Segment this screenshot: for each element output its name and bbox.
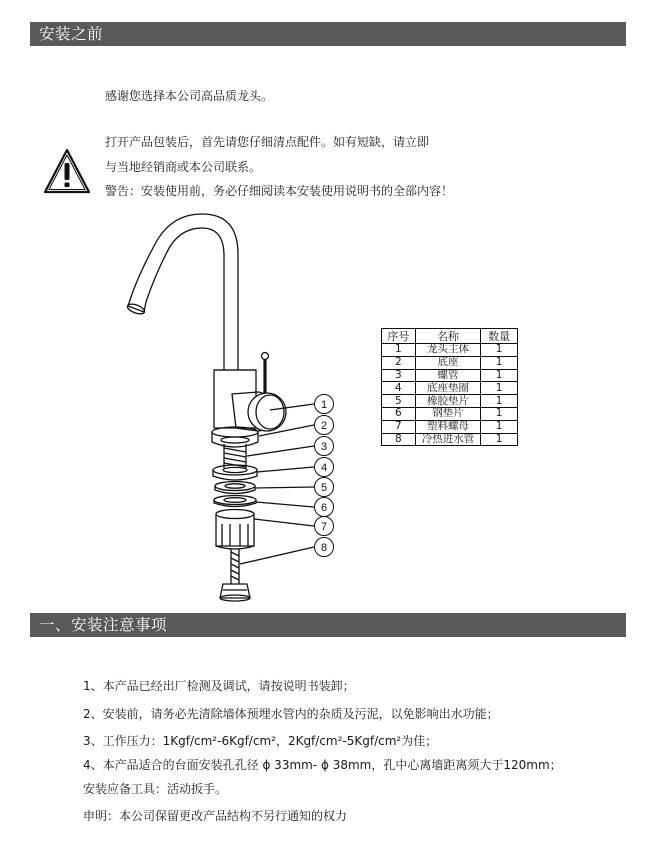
cell-no: 2 bbox=[382, 356, 416, 369]
callout-label: 1 bbox=[320, 399, 328, 411]
cell-qty: 1 bbox=[481, 369, 518, 382]
table-row bbox=[382, 433, 518, 446]
parts-table bbox=[381, 328, 518, 446]
statement: 申明：本公司保留更改产品结构不另行通知的权力 bbox=[83, 809, 348, 823]
section-title: 一、安装注意事项 bbox=[39, 616, 168, 634]
table-row bbox=[382, 395, 518, 408]
column-header-name: 名称 bbox=[415, 329, 480, 344]
table-row bbox=[382, 356, 518, 369]
required-tools: 安装应备工具：活动扳手。 bbox=[83, 782, 228, 796]
cell-qty: 1 bbox=[481, 420, 518, 433]
cell-name: 钢垫片 bbox=[415, 407, 480, 420]
cell-qty: 1 bbox=[481, 433, 518, 446]
callout-label: 8 bbox=[320, 542, 328, 554]
table-row bbox=[382, 344, 518, 357]
cell-no: 5 bbox=[382, 395, 416, 408]
callout-label: 3 bbox=[320, 441, 328, 453]
table-row bbox=[382, 369, 518, 382]
cell-name: 龙头主体 bbox=[415, 344, 480, 357]
cell-name: 螺管 bbox=[415, 369, 480, 382]
table-row bbox=[382, 407, 518, 420]
cell-name: 冷热进水管 bbox=[415, 433, 480, 446]
cell-qty: 1 bbox=[481, 407, 518, 420]
cell-name: 底座 bbox=[415, 356, 480, 369]
cell-qty: 1 bbox=[481, 356, 518, 369]
cell-no: 4 bbox=[382, 382, 416, 395]
cell-name: 底座垫圈 bbox=[415, 382, 480, 395]
cell-no: 1 bbox=[382, 344, 416, 357]
section-header-install-notes bbox=[30, 613, 626, 637]
callout-label: 4 bbox=[320, 462, 328, 474]
cell-qty: 1 bbox=[481, 382, 518, 395]
table-row bbox=[382, 420, 518, 433]
cell-no: 8 bbox=[382, 433, 416, 446]
warning-line-2: 与当地经销商或本公司联系。 bbox=[105, 160, 262, 174]
column-header-no: 序号 bbox=[382, 329, 416, 344]
table-header-row bbox=[382, 329, 518, 344]
cell-no: 7 bbox=[382, 420, 416, 433]
cell-no: 3 bbox=[382, 369, 416, 382]
requirement-item-2: 2、安装前，请务必先清除墙体预埋水管内的杂质及污泥，以免影响出水功能； bbox=[83, 707, 499, 721]
warning-line-3: 警告：安装使用前，务必仔细阅读本安装使用说明书的全部内容！ bbox=[105, 184, 454, 198]
cell-name: 塑料螺母 bbox=[415, 420, 480, 433]
cell-qty: 1 bbox=[481, 344, 518, 357]
cell-no: 6 bbox=[382, 407, 416, 420]
table-row bbox=[382, 382, 518, 395]
section-header-before-install bbox=[30, 22, 626, 46]
callout-label: 6 bbox=[320, 502, 328, 514]
requirement-item-3: 3、工作压力：1Kgf/cm²-6Kgf/cm²，2Kgf/cm²-5Kgf/cm²为佳； bbox=[83, 734, 438, 748]
section-title: 安装之前 bbox=[39, 25, 104, 43]
requirement-item-4: 4、本产品适合的台面安装孔孔径 ϕ 33mm- ϕ 38mm，孔中心离墙距离须大于120mm； bbox=[83, 758, 562, 772]
callout-label: 5 bbox=[320, 482, 328, 494]
thanks-text: 感谢您选择本公司高品质龙头。 bbox=[105, 89, 274, 103]
warning-triangle-icon bbox=[42, 147, 92, 195]
warning-line-1: 打开产品包装后，首先请您仔细清点配件。如有短缺，请立即 bbox=[105, 135, 430, 149]
cell-qty: 1 bbox=[481, 395, 518, 408]
cell-name: 橡胶垫片 bbox=[415, 395, 480, 408]
callout-label: 2 bbox=[320, 420, 328, 432]
requirement-item-1: 1、本产品已经出厂检测及调试，请按说明书装卸； bbox=[83, 679, 355, 693]
callout-label: 7 bbox=[320, 521, 328, 533]
faucet-exploded-diagram bbox=[110, 206, 355, 608]
column-header-qty: 数量 bbox=[481, 329, 518, 344]
